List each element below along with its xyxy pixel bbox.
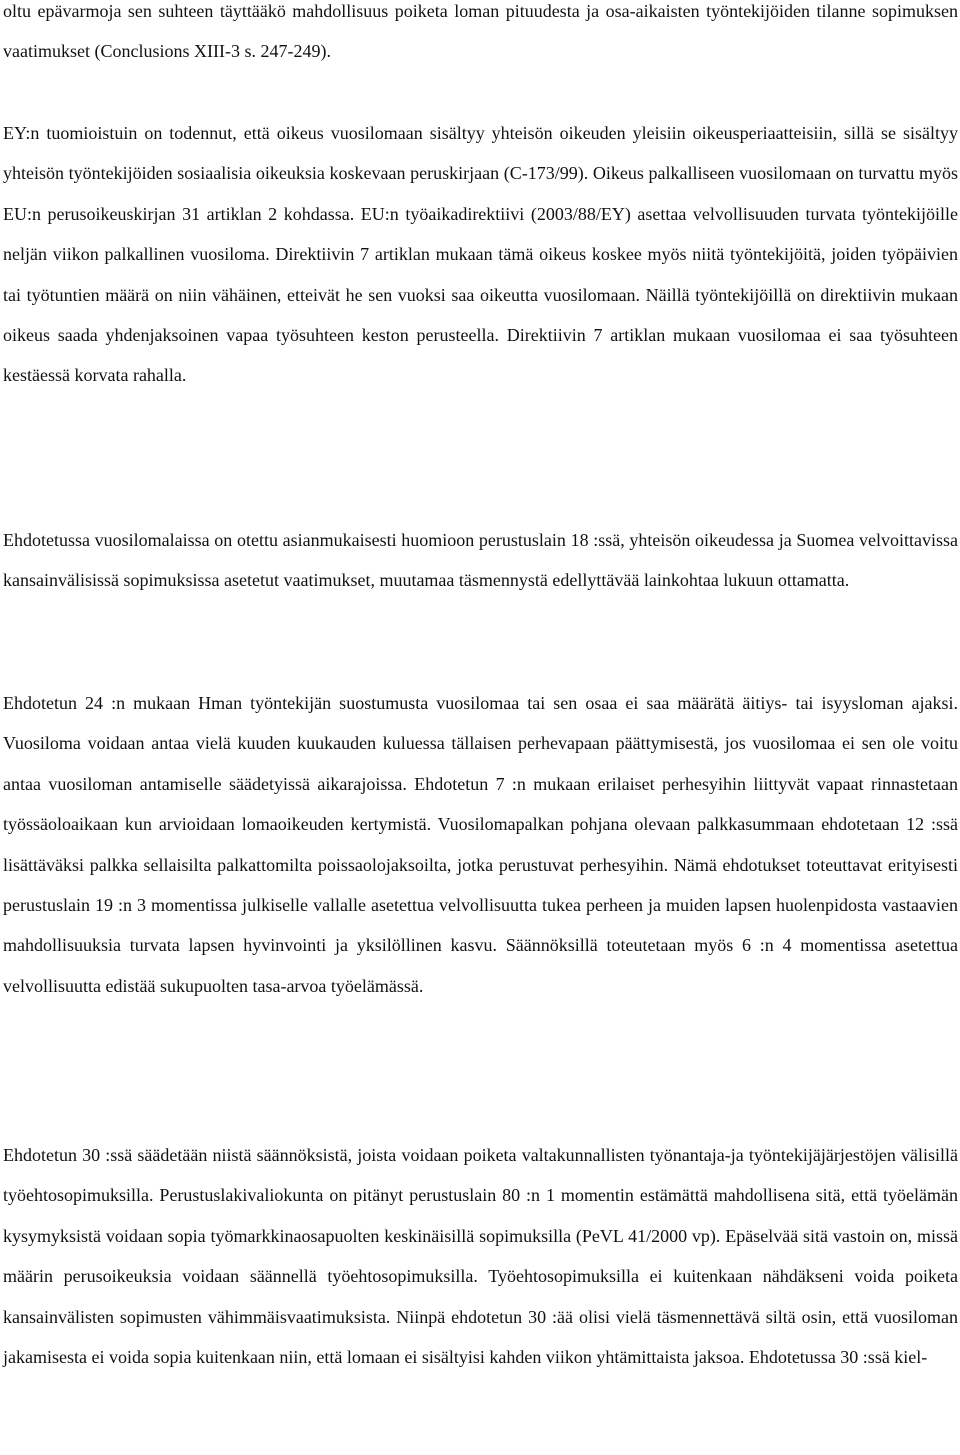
- paragraph-continued-conclusions: oltu epävarmoja sen suhteen täyttääkö mahdollisuus poiketa loman pituudesta ja osa-aikaisten työntekijöiden tilanne sopimuksen vaatimukset (Conclusions XIII-3 s. 247-249).: [3, 1, 958, 62]
- paragraph-section-24-family-leave: Ehdotetun 24 :n mukaan Hman työntekijän suostumusta vuosilomaa tai sen osaa ei saa määrätä äitiys- tai isyysloman ajaksi. Vuosiloma voidaan antaa vielä kuuden kuukauden kuluessa tällaisen perhevapaan päättymisestä, jos vuosilomaa ei sen ole voitu antaa vuosiloman antamiselle säädetyissä aikarajoissa. Ehdotetun 7 :n mukaan erilaiset perhesyihin liittyvät vapaat rinnastetaan työssäoloaikaan kun arvioidaan lomaoikeuden kertymistä. Vuosilomapalkan pohjana olevaan palkkasummaan ehdotetaan 12 :ssä lisättäväksi palkka sellaisilta palkattomilta poissaolojaksoilta, jotka perustuvat perhesyihin. Nämä ehdotukset toteuttavat erityisesti perustuslain 19 :n 3 momentissa julkiselle vallalle asetettua velvollisuutta tukea perheen ja muiden lapsen huolenpidosta vastaavien mahdollisuuksia turvata lapsen hyvinvointi ja yksilöllinen kasvu. Säännöksillä toteutetaan myös 6 :n 4 momentissa asetettua velvollisuutta edistää sukupuolten tasa-arvoa työelämässä.: [3, 693, 958, 996]
- paragraph-ey-court-annual-leave: EY:n tuomioistuin on todennut, että oikeus vuosilomaan sisältyy yhteisön oikeuden yleisiin oikeusperiaatteisiin, sillä se sisältyy yhteisön työntekijöiden sosiaalisia oikeuksia koskevaan peruskirjaan (C-173/99). Oikeus palkalliseen vuosilomaan on turvattu myös EU:n perusoikeuskirjan 31 artiklan 2 kohdassa. EU:n työaikadirektiivi (2003/88/EY) asettaa velvollisuuden turvata työntekijöille neljän viikon palkallinen vuosiloma. Direktiivin 7 artiklan mukaan tämä oikeus koskee myös niitä työntekijöitä, joiden työpäivien tai työtuntien määrä on niin vähäinen, etteivät he sen vuoksi saa oikeutta vuosilomaan. Näillä työntekijöillä on direktiivin mukaan oikeus saada yhdenjaksoinen vapaa työsuhteen keston perusteella. Direktiivin 7 artiklan mukaan vuosilomaa ei saa työsuhteen kestäessä korvata rahalla.: [3, 123, 958, 386]
- paragraph-proposed-act-requirements: Ehdotetussa vuosilomalaissa on otettu asianmukaisesti huomioon perustuslain 18 :ssä, yhteisön oikeudessa ja Suomea velvoittavissa kansainvälisissä sopimuksissa asetetut vaatimukset, muutamaa täsmennystä edellyttävää lainkohtaa lukuun ottamatta.: [3, 530, 958, 591]
- paragraph-section-30-collective-agreements: Ehdotetun 30 :ssä säädetään niistä säännöksistä, joista voidaan poiketa valtakunnallisten työnantaja-ja työntekijäjärjestöjen välisillä työehtosopimuksilla. Perustuslakivaliokunta on pitänyt perustuslain 80 :n 1 momentin estämättä mahdollisena sitä, että työelämän kysymyksistä voidaan sopia työmarkkinaosapuolten keskinäisillä sopimuksilla (PeVL 41/2000 vp). Epäselvää sitä vastoin on, missä määrin perusoikeuksia voidaan säännellä työehtosopimuksilla. Työehtosopimuksilla ei kuitenkaan nähdäkseni voida poiketa kansainvälisten sopimusten vähimmäisvaatimuksista. Niinpä ehdotetun 30 :ää olisi vielä täsmennettävä siltä osin, että vuosiloman jakamisesta ei voida sopia kuitenkaan niin, että lomaan ei sisältyisi kahden viikon yhtämittaista jaksoa. Ehdotetussa 30 :ssä kiel-: [3, 1145, 958, 1368]
